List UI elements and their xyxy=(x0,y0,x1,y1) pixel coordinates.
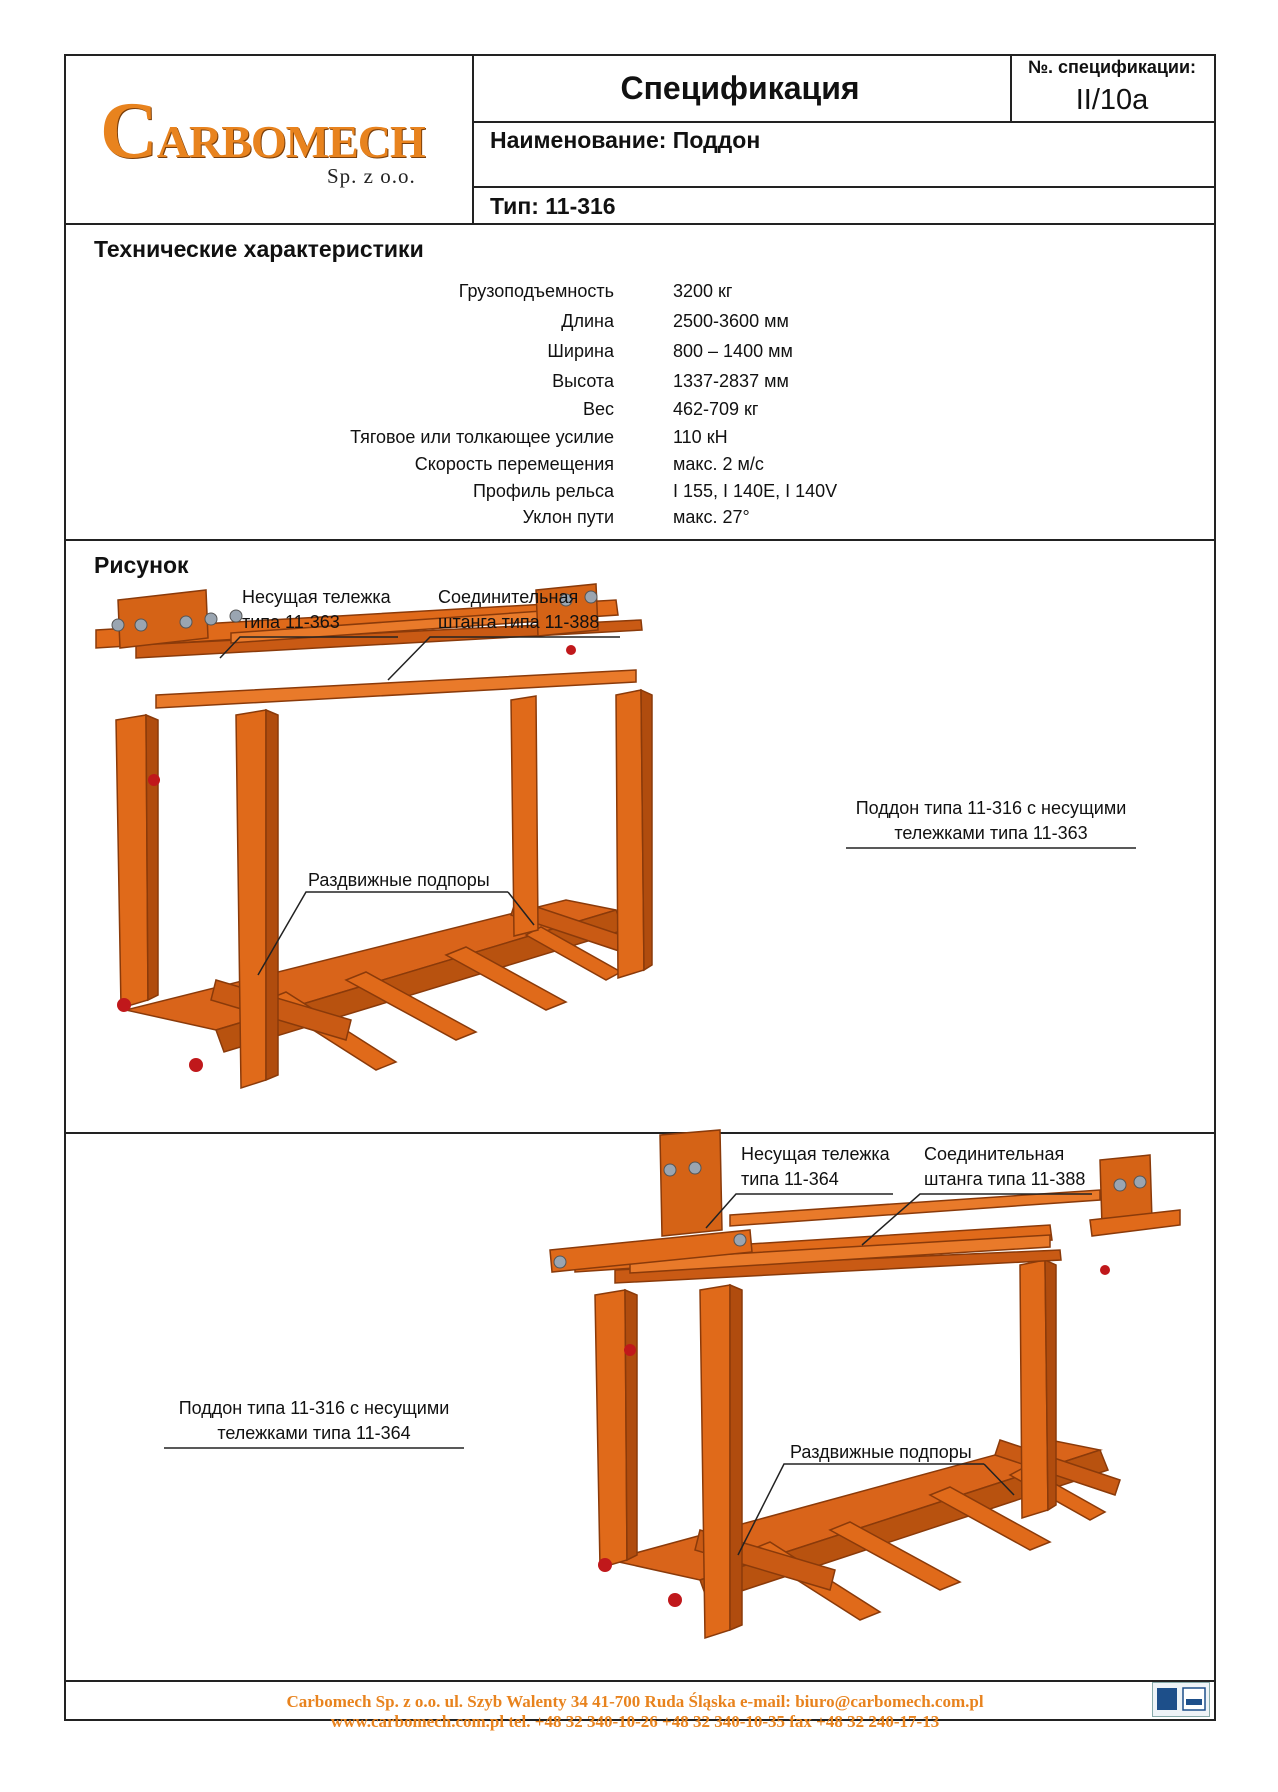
fig1-trolley-label-line2: типа 11-363 xyxy=(242,612,340,632)
fig1-bar-label-line1: Соединительная xyxy=(438,587,579,607)
certification-badge-icon xyxy=(1152,1682,1210,1717)
fig1-caption-line2: тележками типа 11-363 xyxy=(894,823,1088,843)
spec-number-value: II/10a xyxy=(1075,84,1149,116)
fig2-supports-label: Раздвижные подпоры xyxy=(790,1442,972,1462)
fig2-trolley-label-line2: типа 11-364 xyxy=(741,1169,839,1189)
spec-label: Уклон пути xyxy=(522,507,614,527)
product-name: Наименование: Поддон xyxy=(490,127,761,153)
footer-address: Carbomech Sp. z o.o. ul. Szyb Walenty 34 41-700 Ruda Śląska e-mail: biuro@carbomech.com.pl xyxy=(286,1692,984,1711)
fig2-caption-line1: Поддон типа 11-316 с несущими xyxy=(178,1398,450,1418)
fig1-trolley-label-line1: Несущая тележка xyxy=(242,587,391,607)
spec-label: Ширина xyxy=(547,341,614,361)
fig2-trolley-label-line1: Несущая тележка xyxy=(741,1144,890,1164)
spec-number-label: №. спецификации: xyxy=(1027,57,1197,77)
spec-value: 2500-3600 мм xyxy=(673,311,789,331)
product-type: Тип: 11-316 xyxy=(490,193,616,219)
fig2-bar-label xyxy=(924,1142,1085,1192)
figure-section-title: Рисунок xyxy=(94,552,189,578)
spec-label: Скорость перемещения xyxy=(414,454,614,474)
footer-phones: www.carbomech.com.pl tel. +48 32 340-10-26 +48 32 340-10-35 fax +48 32 240-17-13 xyxy=(330,1712,940,1731)
fig2-bar-label-line1: Соединительная xyxy=(924,1144,1065,1164)
spec-label: Длина xyxy=(561,311,614,331)
logo-subtitle: Sp. z o.o. xyxy=(327,164,416,188)
spec-value: 3200 кг xyxy=(673,281,733,301)
logo-initial: C xyxy=(100,87,157,175)
fig2-bar-label-line2: штанга типа 11-388 xyxy=(924,1169,1086,1189)
spec-value: I 155, I 140E, I 140V xyxy=(673,481,838,501)
fig2-trolley-label xyxy=(741,1142,890,1192)
fig1-caption-line1: Поддон типа 11-316 с несущими xyxy=(855,798,1127,818)
fig1-bar-label-line2: штанга типа 11-388 xyxy=(438,612,600,632)
logo-text: ARBOMECH xyxy=(156,116,425,167)
document-title: Спецификация xyxy=(620,70,860,106)
spec-label: Высота xyxy=(552,371,614,391)
spec-value: 800 – 1400 мм xyxy=(673,341,793,361)
spec-label: Тяговое или толкающее усилие xyxy=(350,427,614,447)
fig1-supports-label: Раздвижные подпоры xyxy=(308,870,490,890)
spec-value: макс. 2 м/с xyxy=(673,454,764,474)
spec-label: Вес xyxy=(582,399,614,419)
spec-value: 1337-2837 мм xyxy=(673,371,789,391)
spec-value: 110 кН xyxy=(673,427,728,447)
spec-value: 462-709 кг xyxy=(673,399,759,419)
footer-contacts xyxy=(140,1692,1130,1732)
fig2-caption-line2: тележками типа 11-364 xyxy=(217,1423,411,1443)
spec-value: макс. 27° xyxy=(673,507,750,527)
spec-label: Грузоподъемность xyxy=(458,281,614,301)
fig2-caption xyxy=(164,1396,464,1446)
specs-section-title: Технические характеристики xyxy=(94,236,424,262)
spec-label: Профиль рельса xyxy=(472,481,614,501)
